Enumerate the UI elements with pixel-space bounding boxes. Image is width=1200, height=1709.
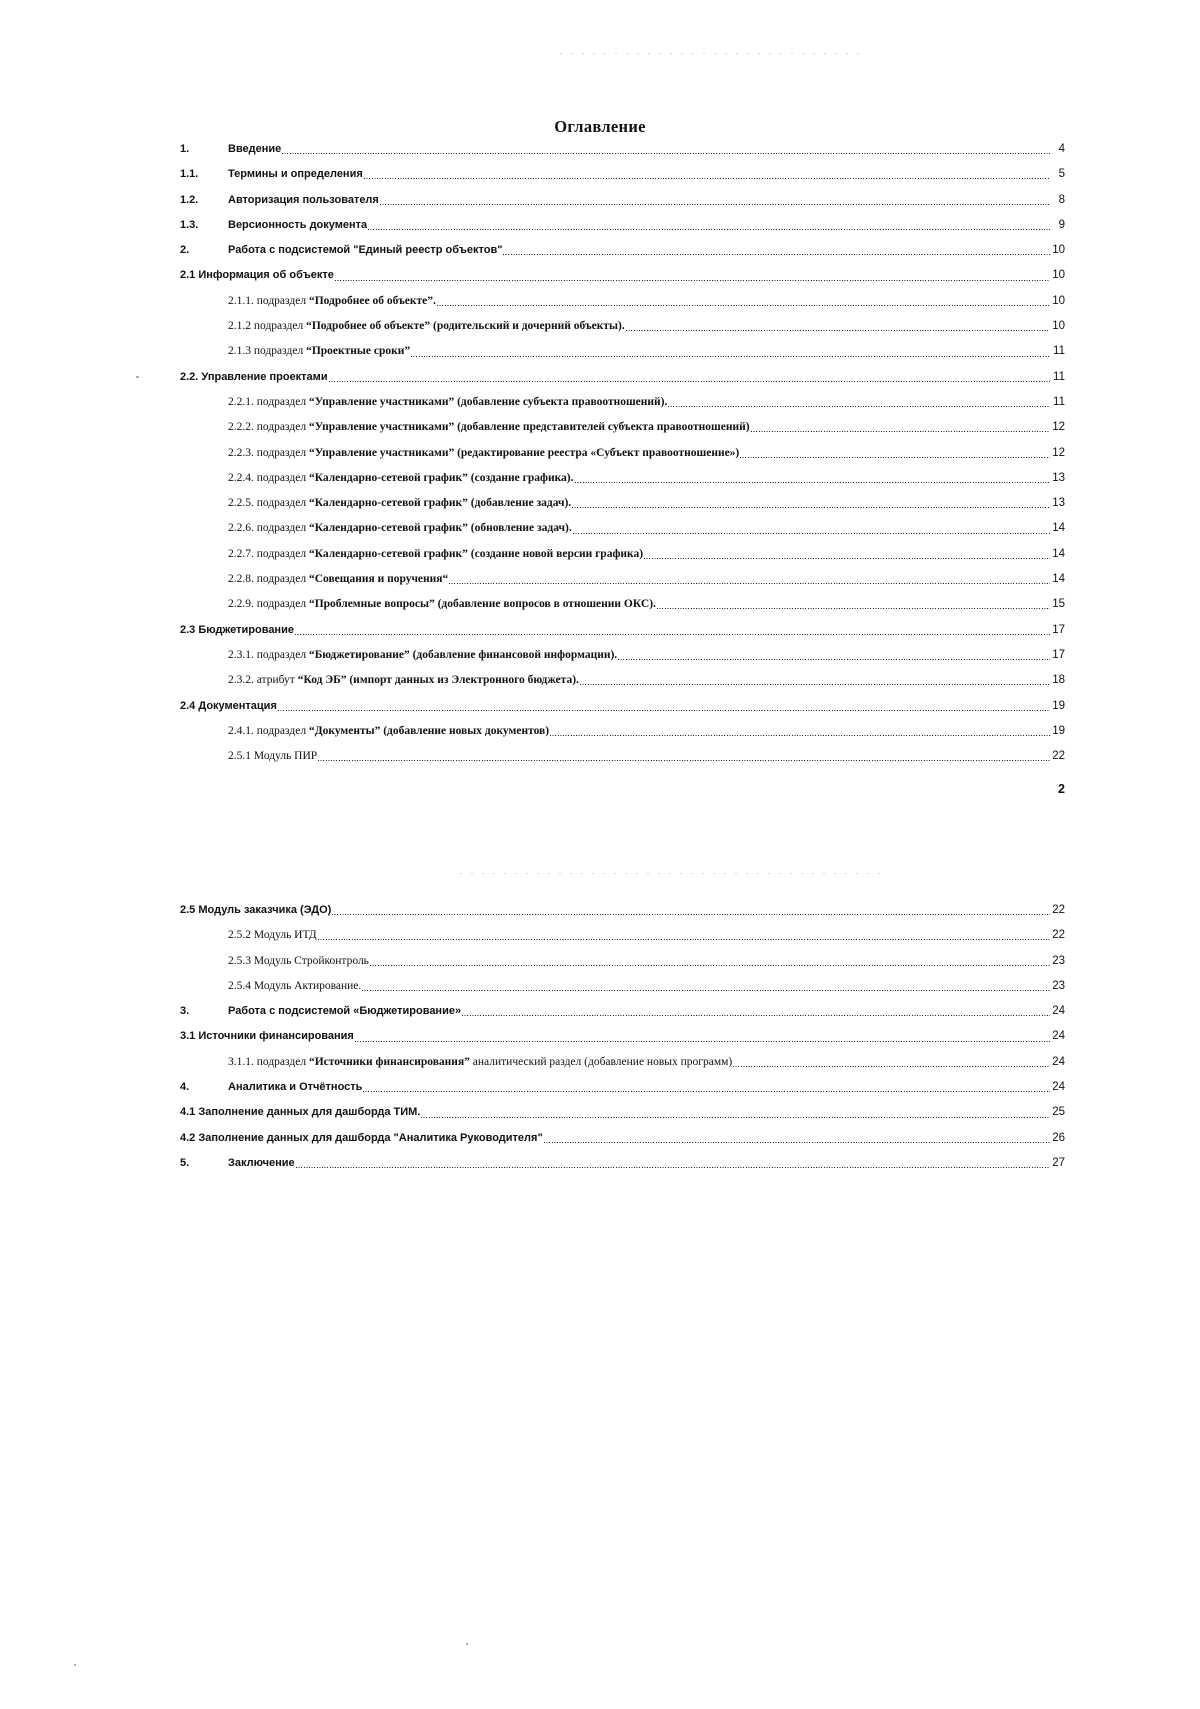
toc-dot-leader	[282, 153, 1050, 154]
toc-entry-title	[180, 1024, 354, 1049]
toc-dot-leader	[572, 507, 1050, 508]
toc-entry-heading: “Проблемные вопросы” (добавление вопросов в отношении ОКС).	[308, 598, 656, 611]
toc-entry-heading: Аналитика и Отчётность	[228, 1081, 363, 1094]
toc-entry-page: 24	[1052, 1055, 1065, 1068]
toc-entry-title	[180, 390, 667, 415]
toc-entry[interactable]	[180, 339, 1065, 364]
toc-entry-page: 10	[1052, 294, 1065, 307]
scan-noise-top	[560, 53, 860, 54]
toc-dot-leader	[733, 1066, 1050, 1067]
toc-entry-heading: “Календарно-сетевой график” (создание графика).	[308, 471, 574, 484]
toc-entry-prefix: 2.4.1. подраздел	[228, 724, 309, 737]
toc-entry-heading: 2.5 Модуль заказчика (ЭДО)	[180, 904, 332, 916]
toc-entry-heading: 2.1 Информация об объекте	[180, 269, 334, 282]
toc-entry-number: 2.	[180, 244, 190, 257]
toc-entry-heading: 2.4 Документация	[180, 699, 277, 712]
toc-entry-page: 13	[1052, 471, 1065, 484]
toc-entry-prefix: 2.3.2. атрибут	[228, 674, 298, 687]
toc-list-page-2	[180, 898, 1065, 1176]
toc-dot-leader	[626, 330, 1050, 331]
toc-entry-title	[180, 339, 410, 364]
toc-entry-title	[180, 898, 331, 923]
toc-entry-heading: 4.1 Заполнение данных для дашборда ТИМ.	[180, 1106, 421, 1119]
toc-entry-page: 23	[1052, 979, 1065, 992]
toc-entry[interactable]	[180, 668, 1065, 693]
toc-entry[interactable]	[180, 1050, 1065, 1075]
toc-entry-heading: Термины и определения	[228, 168, 363, 181]
toc-entry-prefix: 2.5.2 Модуль ИТД	[228, 929, 317, 942]
toc-entry-heading: “Управление участниками” (добавление представителей субъекта правоотношений)	[308, 421, 750, 434]
toc-entry-title	[180, 668, 579, 693]
toc-entry-page: 12	[1052, 446, 1065, 459]
toc-dot-leader	[296, 1167, 1050, 1168]
toc-dot-leader	[668, 406, 1050, 407]
scan-noise-middle	[460, 873, 880, 874]
toc-entry-page: 4	[1058, 143, 1065, 155]
toc-dot-leader	[751, 431, 1050, 432]
toc-entry-prefix: 2.2.8. подраздел	[228, 573, 309, 586]
toc-entry-prefix: 2.2.3. подраздел	[228, 446, 309, 459]
toc-entry-title	[180, 314, 625, 339]
toc-entry-page: 26	[1052, 1131, 1065, 1144]
toc-entry[interactable]	[180, 592, 1065, 617]
toc-entry-title	[180, 441, 739, 466]
toc-dot-leader	[421, 1117, 1050, 1118]
toc-dot-leader	[363, 1091, 1050, 1092]
toc-entry-page: 5	[1058, 168, 1065, 181]
toc-dot-leader	[364, 178, 1050, 179]
toc-entry-heading: “Календарно-сетевой график” (создание новой версии графика)	[308, 547, 644, 560]
toc-entry[interactable]	[180, 974, 1065, 999]
toc-dot-leader	[580, 684, 1050, 685]
toc-entry-heading: Версионность документа	[228, 218, 368, 231]
toc-entry-title	[228, 1075, 362, 1100]
toc-entry-heading: Введение	[228, 143, 282, 155]
page-number: 2	[1058, 782, 1065, 796]
toc-entry[interactable]	[180, 238, 1065, 263]
toc-entry-suffix: аналитический раздел (добавление новых программ)	[469, 1055, 733, 1068]
toc-dot-leader	[618, 659, 1050, 660]
toc-entry-page: 22	[1052, 750, 1065, 763]
toc-entry-page: 27	[1052, 1156, 1065, 1169]
toc-dot-leader	[370, 965, 1050, 966]
toc-entry-number: 1.	[180, 143, 190, 155]
toc-entry-title	[180, 365, 328, 390]
toc-entry-page: 17	[1052, 648, 1065, 661]
toc-entry-heading: Работа с подсистемой «Бюджетирование»	[228, 1005, 462, 1018]
toc-entry[interactable]	[180, 744, 1065, 769]
toc-entry[interactable]	[180, 289, 1065, 314]
toc-entry-heading: “Совещания и поручения“	[308, 573, 449, 586]
toc-dot-leader	[575, 482, 1050, 483]
toc-entry[interactable]	[180, 188, 1065, 213]
toc-entry-prefix: 3.1.1. подраздел	[228, 1055, 309, 1068]
toc-entry-title	[180, 719, 549, 744]
toc-entry[interactable]	[180, 441, 1065, 466]
toc-entry-number: 1.1.	[180, 168, 199, 181]
toc-entry-prefix: 2.2.6. подраздел	[228, 522, 309, 535]
toc-entry-title	[180, 1126, 543, 1151]
scan-speck	[466, 1643, 468, 1645]
toc-dot-leader	[355, 1041, 1050, 1042]
toc-entry-page: 11	[1053, 395, 1065, 408]
toc-entry[interactable]	[180, 491, 1065, 516]
toc-entry-page: 12	[1052, 421, 1065, 434]
toc-dot-leader	[437, 305, 1050, 306]
toc-entry-page: 18	[1052, 674, 1065, 687]
toc-entry-page: 24	[1052, 1005, 1065, 1018]
toc-dot-leader	[411, 356, 1050, 357]
toc-entry-heading: “Управление участниками” (редактирование реестра «Субъект правоотношение»)	[308, 446, 740, 459]
toc-entry-heading: “Управление участниками” (добавление субъекта правоотношений).	[308, 395, 668, 408]
toc-entry-page: 19	[1052, 699, 1065, 712]
toc-entry-title	[180, 1100, 420, 1125]
toc-entry-title	[180, 263, 334, 288]
toc-entry-heading: “Источники финансирования”	[308, 1055, 470, 1068]
toc-dot-leader	[462, 1015, 1050, 1016]
toc-entry-prefix: 2.5.4 Модуль Актирование.	[228, 979, 362, 992]
toc-entry-title	[180, 1050, 732, 1075]
toc-entry[interactable]	[180, 137, 1065, 162]
scan-speck	[136, 376, 139, 378]
toc-dot-leader	[449, 583, 1050, 584]
toc-entry[interactable]	[180, 162, 1065, 187]
toc-entry-page: 11	[1053, 370, 1065, 383]
toc-entry-prefix: 2.2.1. подраздел	[228, 395, 309, 408]
toc-entry-prefix: 2.2.7. подраздел	[228, 547, 309, 560]
toc-entry-title	[180, 974, 361, 999]
toc-entry-page: 17	[1052, 623, 1065, 636]
toc-entry-page: 10	[1052, 320, 1065, 333]
toc-entry[interactable]	[180, 567, 1065, 592]
toc-dot-leader	[544, 1142, 1050, 1143]
toc-entry-title	[180, 949, 369, 974]
toc-entry-prefix: 2.5.1 Модуль ПИР	[228, 750, 318, 763]
toc-entry-page: 14	[1052, 522, 1065, 535]
toc-entry[interactable]	[180, 314, 1065, 339]
toc-entry-prefix: 2.5.3 Модуль Стройконтроль	[228, 954, 369, 967]
toc-entry-title	[228, 137, 281, 162]
toc-dot-leader	[550, 735, 1050, 736]
toc-dot-leader	[318, 939, 1050, 940]
toc-entry-page: 8	[1058, 193, 1065, 206]
toc-entry-page: 10	[1052, 269, 1065, 282]
toc-entry-number: 5.	[180, 1156, 190, 1169]
toc-entry-page: 13	[1052, 497, 1065, 510]
toc-entry-page: 24	[1052, 1030, 1065, 1043]
toc-entry-title	[228, 188, 379, 213]
toc-entry-page: 15	[1052, 598, 1065, 611]
toc-list-page-1	[180, 137, 1065, 769]
toc-entry[interactable]	[180, 542, 1065, 567]
toc-dot-leader	[362, 990, 1050, 991]
toc-dot-leader	[644, 558, 1050, 559]
toc-dot-leader	[332, 914, 1050, 915]
toc-entry-title	[180, 516, 572, 541]
toc-dot-leader	[503, 254, 1050, 255]
toc-entry-prefix: 2.1.1. подраздел	[228, 294, 309, 307]
toc-dot-leader	[295, 634, 1050, 635]
toc-entry-prefix: 2.2.2. подраздел	[228, 421, 309, 434]
toc-entry-heading: “Календарно-сетевой график” (обновление задач).	[308, 522, 572, 535]
toc-entry-prefix: 2.1.2 подраздел	[228, 320, 307, 333]
toc-entry[interactable]	[180, 213, 1065, 238]
toc-entry-page: 22	[1052, 904, 1065, 916]
toc-entry-page: 24	[1052, 1081, 1065, 1094]
toc-dot-leader	[380, 204, 1050, 205]
toc-entry[interactable]	[180, 466, 1065, 491]
toc-entry-page: 19	[1052, 724, 1065, 737]
toc-dot-leader	[329, 381, 1050, 382]
toc-entry-heading: “Код ЭБ” (импорт данных из Электронного бюджета).	[297, 674, 579, 687]
toc-entry-page: 14	[1052, 573, 1065, 586]
toc-entry-heading: Авторизация пользователя	[228, 193, 379, 206]
toc-entry-title	[180, 923, 317, 948]
toc-entry-prefix: 2.2.5. подраздел	[228, 497, 309, 510]
toc-dot-leader	[657, 608, 1050, 609]
toc-entry-title	[180, 289, 436, 314]
toc-entry-page: 9	[1058, 218, 1065, 231]
toc-entry-page: 23	[1052, 954, 1065, 967]
toc-entry-title	[228, 238, 502, 263]
toc-entry-prefix: 2.2.9. подраздел	[228, 598, 309, 611]
toc-entry-number: 1.2.	[180, 193, 199, 206]
toc-entry-number: 1.3.	[180, 218, 199, 231]
toc-entry-heading: “Подробнее об объекте” (родительский и дочерний объекты).	[306, 320, 625, 333]
toc-entry-title	[180, 415, 750, 440]
toc-entry-title	[180, 567, 448, 592]
toc-entry[interactable]	[180, 1151, 1065, 1176]
toc-dot-leader	[573, 533, 1050, 534]
toc-entry[interactable]	[180, 719, 1065, 744]
toc-entry-heading: “Документы” (добавление новых документов)	[308, 724, 550, 737]
toc-dot-leader	[740, 457, 1050, 458]
toc-dot-leader	[368, 229, 1050, 230]
toc-dot-leader	[318, 760, 1050, 761]
toc-entry[interactable]	[180, 415, 1065, 440]
toc-entry-page: 25	[1052, 1106, 1065, 1119]
toc-entry[interactable]	[180, 516, 1065, 541]
toc-entry-title	[180, 618, 294, 643]
toc-entry-title	[180, 744, 317, 769]
toc-dot-leader	[278, 710, 1050, 711]
toc-entry[interactable]	[180, 1075, 1065, 1100]
toc-entry-heading: “Бюджетирование” (добавление финансовой информации).	[308, 648, 618, 661]
toc-entry-heading: 3.1 Источники финансирования	[180, 1030, 354, 1043]
toc-entry-heading: “Проектные сроки”	[306, 345, 411, 358]
toc-dot-leader	[335, 280, 1050, 281]
toc-entry-heading: 2.2. Управление проектами	[180, 370, 328, 383]
toc-entry-title	[180, 466, 574, 491]
toc-entry-heading: 2.3 Бюджетирование	[180, 623, 294, 636]
toc-entry-prefix: 2.3.1. подраздел	[228, 648, 309, 661]
toc-entry[interactable]	[180, 263, 1065, 288]
toc-entry[interactable]	[180, 390, 1065, 415]
toc-entry-number: 3.	[180, 1005, 190, 1018]
toc-entry-title	[228, 213, 367, 238]
toc-entry-heading: “Подробнее об объекте”.	[308, 294, 436, 307]
toc-entry[interactable]	[180, 1126, 1065, 1151]
toc-entry[interactable]	[180, 999, 1065, 1024]
toc-entry[interactable]	[180, 694, 1065, 719]
toc-entry-heading: “Календарно-сетевой график” (добавление задач).	[308, 497, 572, 510]
toc-entry-heading: Работа с подсистемой "Единый реестр объектов"	[228, 244, 503, 257]
toc-entry[interactable]	[180, 1100, 1065, 1125]
toc-entry-heading: Заключение	[228, 1156, 295, 1169]
toc-entry-number: 4.	[180, 1081, 190, 1094]
toc-entry-title	[180, 643, 617, 668]
toc-title: Оглавление	[554, 117, 646, 136]
toc-entry[interactable]	[180, 949, 1065, 974]
toc-entry-page: 22	[1052, 929, 1065, 942]
toc-entry-heading: 4.2 Заполнение данных для дашборда "Аналитика Руководителя"	[180, 1131, 543, 1144]
toc-entry[interactable]	[180, 365, 1065, 390]
toc-entry-title	[180, 542, 643, 567]
toc-entry-title	[180, 694, 277, 719]
toc-entry-title	[180, 592, 656, 617]
toc-entry[interactable]	[180, 1024, 1065, 1049]
toc-entry-page: 11	[1053, 345, 1065, 358]
toc-entry-title	[180, 491, 571, 516]
toc-entry-page: 10	[1052, 244, 1065, 257]
toc-entry-title	[228, 999, 461, 1024]
toc-entry-title	[228, 1151, 295, 1176]
toc-entry-prefix: 2.1.3 подраздел	[228, 345, 307, 358]
toc-entry[interactable]	[180, 618, 1065, 643]
toc-entry-page: 14	[1052, 547, 1065, 560]
toc-entry[interactable]	[180, 643, 1065, 668]
toc-entry[interactable]	[180, 898, 1065, 923]
toc-entry-prefix: 2.2.4. подраздел	[228, 471, 309, 484]
scan-speck	[74, 1664, 76, 1666]
toc-entry[interactable]	[180, 923, 1065, 948]
toc-entry-title	[228, 162, 363, 187]
